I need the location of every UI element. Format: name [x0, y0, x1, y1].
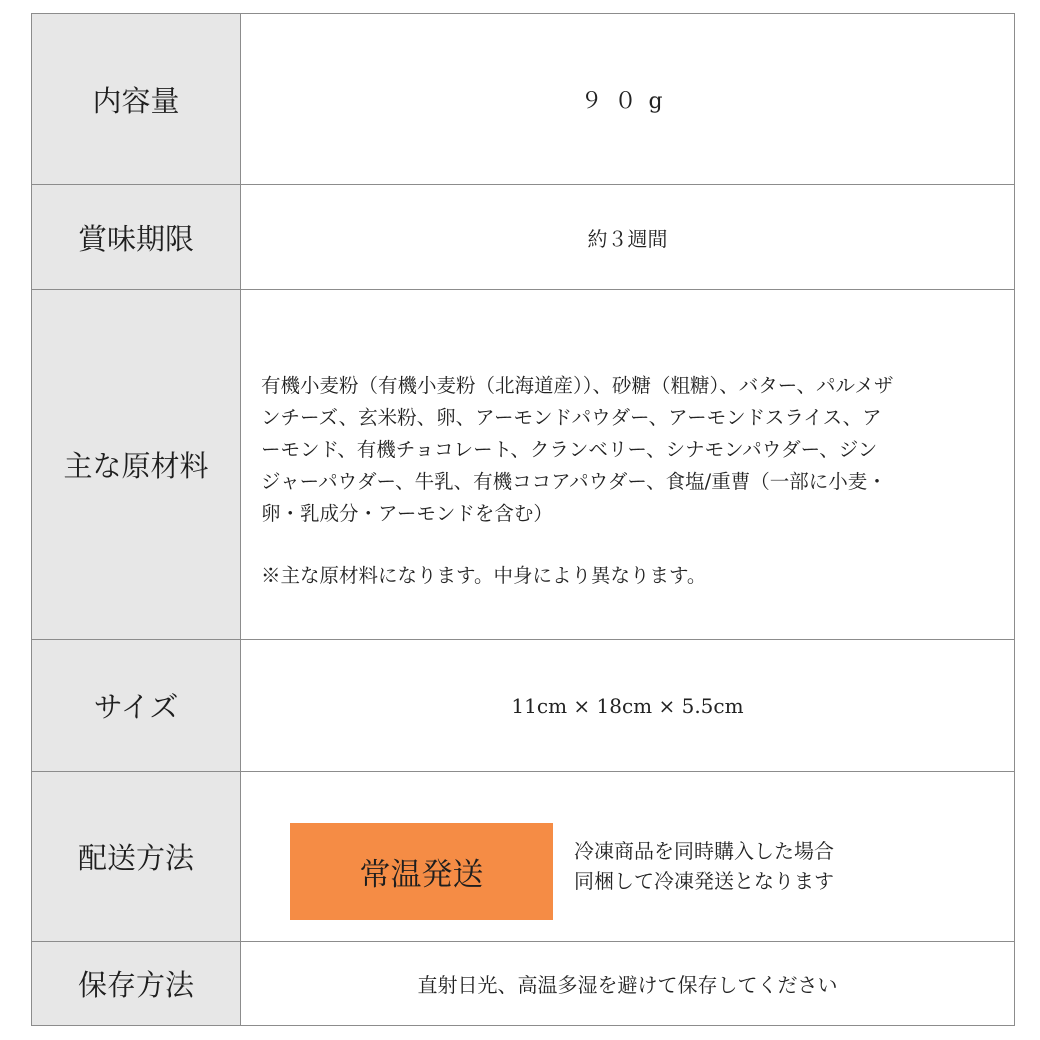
product-info-table	[31, 13, 1015, 1026]
room-temperature-shipping-badge: 常温発送	[290, 823, 553, 920]
size-value: 11cm × 18cm × 5.5cm	[511, 693, 744, 718]
row-shipping	[32, 772, 1014, 942]
ingredients-line: ジャーパウダー、牛乳、有機ココアパウダー、食塩/重曹（一部に小麦・	[261, 470, 887, 493]
row-header-ingredients: 主な原材料	[32, 290, 241, 639]
ingredients-line: ーモンド、有機チョコレート、クランベリー、シナモンパウダー、ジン	[261, 438, 878, 461]
storage-value: 直射日光、高温多湿を避けて保存してください	[417, 973, 838, 997]
content-amount-value	[241, 14, 1014, 184]
row-header-size: サイズ	[32, 640, 241, 771]
row-ingredients	[32, 290, 1014, 640]
row-header-storage: 保存方法	[32, 942, 241, 1025]
row-size	[32, 640, 1014, 772]
row-header-content-amount: 内容量	[32, 14, 241, 184]
row-header-expiry: 賞味期限	[32, 185, 241, 289]
shipping-note	[574, 836, 834, 896]
row-content-amount	[32, 14, 1014, 185]
ingredients-text	[261, 370, 1021, 592]
row-header-shipping: 配送方法	[32, 772, 241, 941]
ingredients-line: ンチーズ、玄米粉、卵、アーモンドパウダー、アーモンドスライス、ア	[261, 406, 882, 429]
ingredients-line: 卵・乳成分・アーモンドを含む）	[261, 502, 553, 525]
shipping-note-line: 冷凍商品を同時購入した場合	[574, 839, 834, 863]
expiry-value: 約３週間	[587, 226, 668, 251]
row-expiry	[32, 185, 1014, 290]
content-amount-text: ９０g	[580, 88, 675, 114]
ingredients-line: 有機小麦粉（有機小麦粉（北海道産））、砂糖（粗糖）、バター、パルメザ	[261, 374, 894, 397]
row-storage	[32, 942, 1014, 1025]
shipping-note-line: 同梱して冷凍発送となります	[574, 869, 834, 893]
ingredients-note: ※主な原材料になります。中身により異なります。	[261, 564, 707, 587]
